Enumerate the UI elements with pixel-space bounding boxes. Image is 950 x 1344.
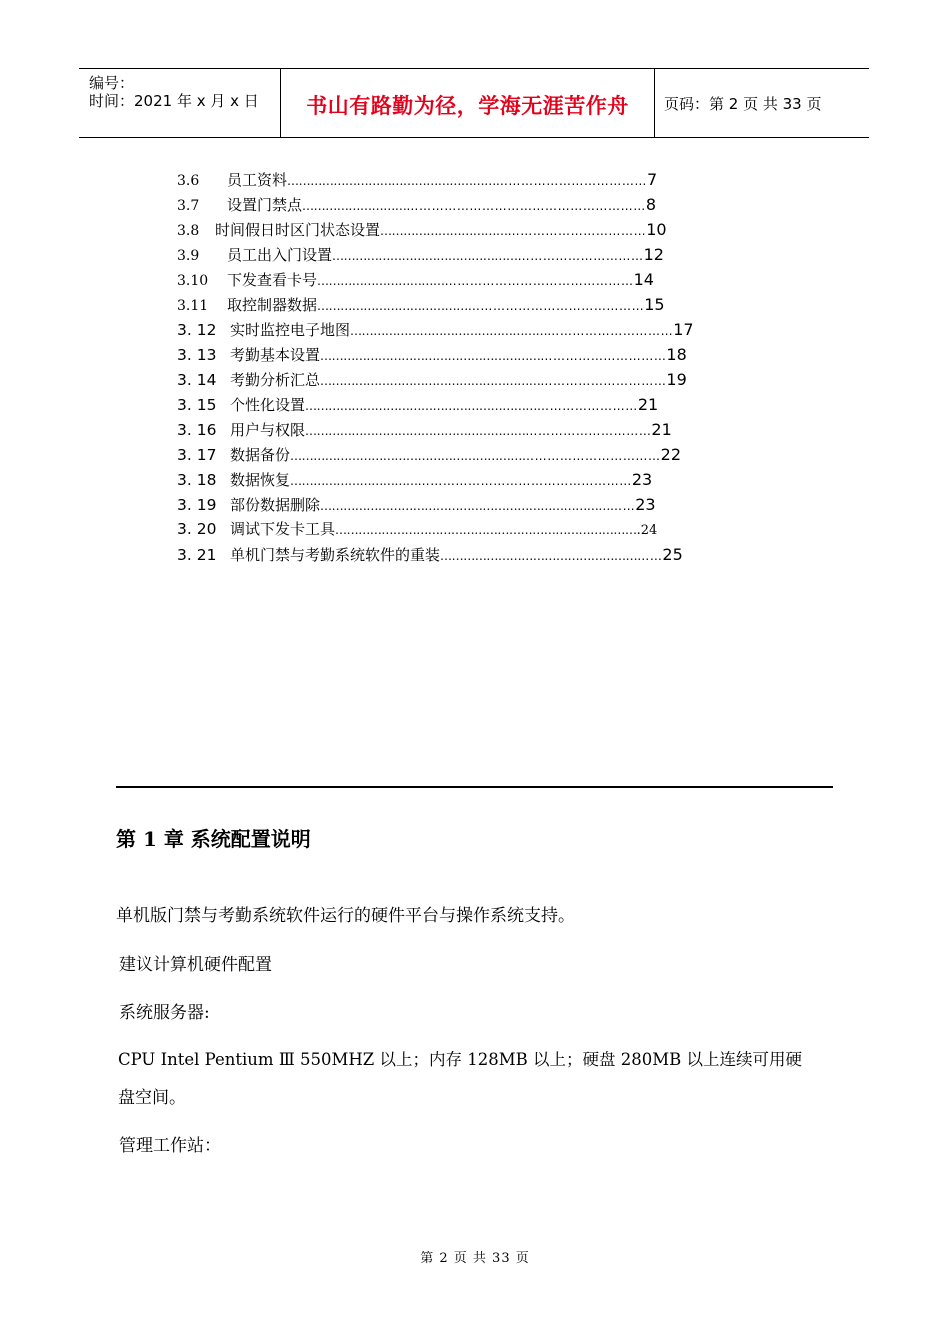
toc-entry-leader: …………………………………………… xyxy=(440,549,638,563)
header-motto-cell xyxy=(280,69,655,137)
body-paragraph: 单机版门禁与考勤系统软件运行的硬件平台与操作系统支持。 xyxy=(116,906,575,926)
toc-entry-leader: ……………………………………………… xyxy=(287,174,496,188)
toc-entry-title: 单机门禁与考勤系统软件的重装 xyxy=(230,546,441,564)
toc-entry-page: 23 xyxy=(635,495,656,514)
toc-entry-page: 14 xyxy=(633,270,654,289)
toc-entry-page: 25 xyxy=(662,545,683,564)
toc-entry-number: 3. 21 xyxy=(177,546,217,564)
toc-entry[interactable] xyxy=(177,342,687,367)
toc-entry-leader: ………………………………………………………………… xyxy=(320,499,611,513)
body-paragraph: CPU Intel Pentium Ⅲ 550MHZ 以上；内存 128MB 以上；硬盘 280MB 以上连续可用硬 xyxy=(118,1050,802,1069)
toc-entry-title: 下发查看卡号 xyxy=(227,271,318,289)
toc-entry-number: 3. 18 xyxy=(177,471,217,489)
toc-entry-page: 8 xyxy=(645,195,657,214)
toc-entry-title: 个性化设置 xyxy=(230,396,306,414)
header-page-label: 页码：第 2 页 共 33 页 xyxy=(664,95,822,113)
body-paragraph: 盘空间。 xyxy=(118,1088,186,1108)
toc-entry-title: 用户与权限 xyxy=(230,421,306,439)
body-paragraph: 系统服务器: xyxy=(119,1003,210,1023)
toc-entry-leader: ………………………………………………… xyxy=(406,199,646,213)
toc-entry-number: 3. 17 xyxy=(177,446,217,464)
toc-entry-leader: ………………………… xyxy=(540,349,667,363)
toc-entry-leader: ………………………… xyxy=(517,249,644,263)
toc-entry-leader: ……………………………………… xyxy=(444,274,634,288)
toc-entry-number: 3. 12 xyxy=(177,321,217,339)
toc-entry-leader: ……………………… xyxy=(302,199,407,213)
body-paragraph: 管理工作站： xyxy=(119,1136,221,1156)
toc-entry[interactable] xyxy=(177,517,657,542)
toc-entry-page: 17 xyxy=(673,320,694,339)
toc-entry-title: 调试下发卡工具 xyxy=(230,520,336,538)
toc-entry-page: 21 xyxy=(651,420,672,439)
toc-entry[interactable] xyxy=(177,392,658,417)
toc-entry-number: 3.8 xyxy=(177,223,200,239)
toc-entry-page: 21 xyxy=(637,395,659,414)
toc-entry-title: 设置门禁点 xyxy=(227,196,303,214)
toc-entry-leader: …………………………… xyxy=(522,449,661,463)
toc-entry-title: 数据恢复 xyxy=(230,471,291,489)
header-time-label: 时间：2021 年 x 月 x 日 xyxy=(89,92,259,110)
toc-entry-leader: ………………………… xyxy=(540,374,667,388)
toc-entry-number: 3. 14 xyxy=(177,371,217,389)
toc-entry[interactable] xyxy=(177,167,657,192)
toc-entry-title: 数据备份 xyxy=(230,446,291,464)
toc-entry-leader: …………………………………………… xyxy=(350,324,548,338)
toc-entry-leader: ………………………………………………… xyxy=(320,374,541,388)
toc-entry-page: 15 xyxy=(644,295,665,314)
toc-entry-leader: ……………………………… xyxy=(495,174,648,188)
toc-entry-leader: ………………………… xyxy=(547,324,674,338)
toc-entry-title: 时间假日时区门状态设置 xyxy=(215,221,381,239)
toc-entry[interactable] xyxy=(177,242,664,267)
toc-entry-page: 12 xyxy=(643,245,664,264)
header-page-cell xyxy=(654,69,869,137)
toc-entry[interactable] xyxy=(177,417,672,442)
toc-entry-number: 3. 20 xyxy=(177,520,217,538)
toc-entry-leader: …………………………… xyxy=(507,224,647,238)
toc-entry[interactable] xyxy=(177,267,654,292)
toc-entry-leader: ………………………………………… xyxy=(332,249,518,263)
toc-entry[interactable] xyxy=(177,217,667,242)
toc-entry-title: 考勤分析汇总 xyxy=(230,371,321,389)
toc-entry[interactable] xyxy=(177,467,652,492)
toc-entry-leader: …………………………… xyxy=(290,474,418,488)
toc-entry[interactable] xyxy=(177,442,681,467)
toc-entry-page: 18 xyxy=(666,345,687,364)
toc-entry-leader: …………………………………………… xyxy=(417,474,632,488)
toc-entry-leader: …… xyxy=(637,549,663,563)
toc-entry-title: 考勤基本设置 xyxy=(230,346,321,364)
toc-entry-page: 10 xyxy=(646,220,667,239)
toc-entry[interactable] xyxy=(177,367,687,392)
chapter-title: 第 1 章 系统配置说明 xyxy=(116,827,311,851)
toc-entry-title: 部份数据删除 xyxy=(230,496,321,514)
page-footer: 第 2 页 共 33 页 xyxy=(420,1251,530,1266)
toc-entry-leader: …………………………………………………………………… xyxy=(335,523,637,537)
toc-entry[interactable] xyxy=(177,542,683,567)
toc-entry-number: 3.7 xyxy=(177,198,200,214)
toc-entry-title: 实时监控电子地图 xyxy=(230,321,351,339)
toc-entry[interactable] xyxy=(177,292,665,317)
toc-entry-number: 3.10 xyxy=(177,273,209,289)
toc-entry[interactable] xyxy=(177,192,656,217)
toc-entry-leader: ………………………………… xyxy=(317,299,468,313)
document-header xyxy=(79,68,869,138)
toc-entry-leader: ………………………………………………… xyxy=(305,424,526,438)
toc-entry-page: 22 xyxy=(660,445,681,464)
toc-entry-number: 3.9 xyxy=(177,248,200,264)
toc-entry-number: 3. 15 xyxy=(177,396,217,414)
toc-entry-page: 23 xyxy=(631,470,653,489)
toc-entry-leader: …………………………… xyxy=(380,224,508,238)
toc-entry-page: 19 xyxy=(666,370,687,389)
toc-entry-number: 3. 19 xyxy=(177,496,217,514)
toc-entry-leader: …………………………… xyxy=(317,274,445,288)
toc-entry-leader: …………………………………………………… xyxy=(305,399,538,413)
toc-entry-leader: …………………………………… xyxy=(467,299,645,313)
toc-entry-number: 3. 16 xyxy=(177,421,217,439)
header-motto: 书山有路勤为径，学海无涯苦作舟 xyxy=(306,94,629,118)
toc-entry-page: .24 xyxy=(636,523,658,538)
toc-entry[interactable] xyxy=(177,492,656,517)
toc-entry-page: 7 xyxy=(647,170,658,189)
toc-entry-title: 取控制器数据 xyxy=(227,296,318,314)
toc-entry-title: 员工资料 xyxy=(227,171,288,189)
toc-entry-leader: …………………… xyxy=(537,399,638,413)
toc-entry-number: 3.6 xyxy=(177,173,200,189)
header-number-label: 编号： xyxy=(89,74,135,92)
chapter-divider xyxy=(116,786,833,788)
body-paragraph: 建议计算机硬件配置 xyxy=(119,955,272,975)
toc-entry-number: 3. 13 xyxy=(177,346,217,364)
toc-entry-number: 3.11 xyxy=(177,298,209,314)
toc-entry-leader: ………………………………………………… xyxy=(320,349,541,363)
toc-entry-title: 员工出入门设置 xyxy=(227,246,333,264)
toc-entry-leader: …… xyxy=(610,499,636,513)
toc-entry-leader: ………………………… xyxy=(525,424,652,438)
header-left-cell xyxy=(79,69,280,137)
toc-entry[interactable] xyxy=(177,317,694,342)
toc-entry-leader: …………………………………………………… xyxy=(290,449,523,463)
